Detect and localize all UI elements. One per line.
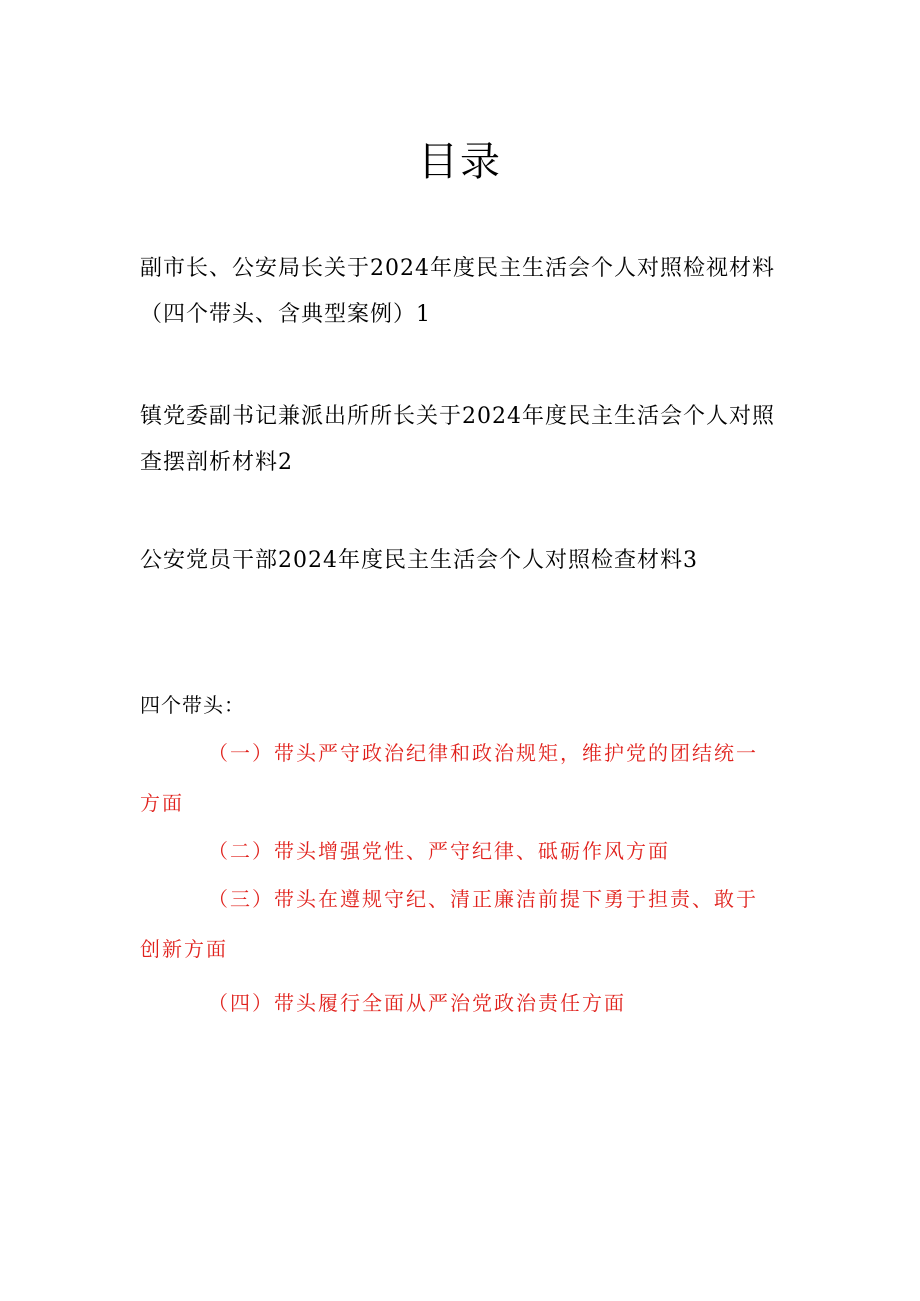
four-heads-label: 四个带头： <box>140 693 245 717</box>
toc-entry-1[interactable] <box>140 246 790 338</box>
toc-entry-1-line-1: 副市长、公安局长关于2024年度民主生活会个人对照检视材料 <box>140 256 775 281</box>
toc-entry-2-line-1: 镇党委副书记兼派出所所长关于2024年度民主生活会个人对照 <box>140 404 775 429</box>
four-heads-item-2 <box>140 826 790 876</box>
four-heads-item-3-line-1: （三）带头在遵规守纪、清正廉洁前提下勇于担责、敢于 <box>208 887 758 911</box>
toc-entry-2[interactable] <box>140 394 790 486</box>
four-heads-item-3 <box>140 874 790 974</box>
four-heads-item-1-line-2: 方面 <box>140 791 184 815</box>
toc-entry-3-line-1: 公安党员干部2024年度民主生活会个人对照检查材料3 <box>140 548 698 573</box>
four-heads-item-4-line-1: （四）带头履行全面从严治党政治责任方面 <box>208 991 626 1015</box>
four-heads-item-2-line-1: （二）带头增强党性、严守纪律、砥砺作风方面 <box>208 839 670 863</box>
toc-entry-1-line-2: （四个带头、含典型案例）1 <box>140 302 431 327</box>
toc-entry-2-line-2: 查摆剖析材料2 <box>140 450 293 475</box>
four-heads-item-4 <box>140 978 790 1028</box>
page-title: 目录 <box>418 139 502 185</box>
toc-entry-3[interactable] <box>140 538 790 584</box>
four-heads-item-1-line-1: （一）带头严守政治纪律和政治规矩，维护党的团结统一 <box>208 741 758 765</box>
four-heads-item-3-line-2: 创新方面 <box>140 937 228 961</box>
four-heads-item-1 <box>140 728 790 828</box>
